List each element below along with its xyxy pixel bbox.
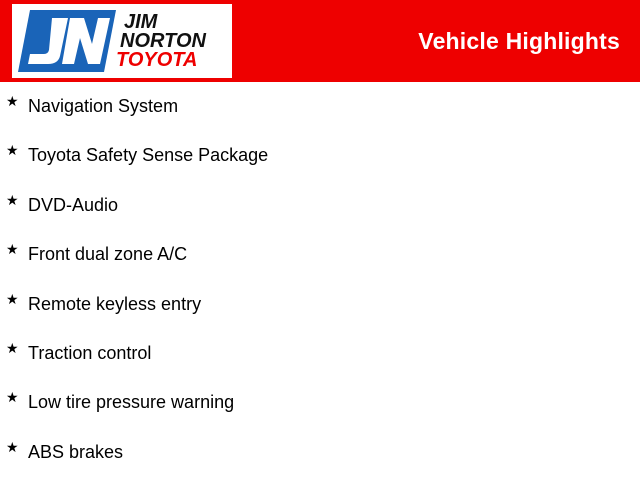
list-item	[0, 230, 640, 279]
highlight-label: Remote keyless entry	[28, 293, 202, 314]
highlight-label: DVD-Audio	[28, 194, 119, 215]
highlight-label: Traction control	[28, 342, 152, 363]
star-icon: ★	[6, 390, 19, 407]
list-item	[0, 428, 640, 477]
star-icon: ★	[6, 439, 19, 456]
list-item	[0, 131, 640, 180]
list-item	[0, 82, 640, 131]
highlights-list	[0, 82, 640, 477]
highlight-label: Front dual zone A/C	[28, 244, 188, 265]
logo-line-norton: NORTON	[120, 30, 206, 52]
star-icon: ★	[6, 143, 19, 160]
list-item	[0, 378, 640, 427]
list-item	[0, 181, 640, 230]
star-icon: ★	[6, 94, 19, 110]
highlight-label: ABS brakes	[28, 441, 124, 462]
highlight-label: Low tire pressure warning	[28, 392, 235, 413]
dealer-logo-graphic	[12, 4, 232, 78]
star-icon: ★	[6, 291, 19, 308]
highlight-label: Navigation System	[28, 96, 179, 116]
page-title: Vehicle Highlights	[418, 28, 620, 54]
logo-line-jim: JIM	[124, 11, 158, 33]
star-icon: ★	[6, 242, 19, 259]
header-banner	[0, 0, 640, 82]
list-item	[0, 280, 640, 329]
dealer-logo	[12, 4, 232, 78]
list-item	[0, 329, 640, 378]
logo-line-toyota: TOYOTA	[116, 49, 198, 71]
star-icon: ★	[6, 192, 19, 209]
highlight-label: Toyota Safety Sense Package	[28, 145, 269, 166]
star-icon: ★	[6, 340, 19, 357]
